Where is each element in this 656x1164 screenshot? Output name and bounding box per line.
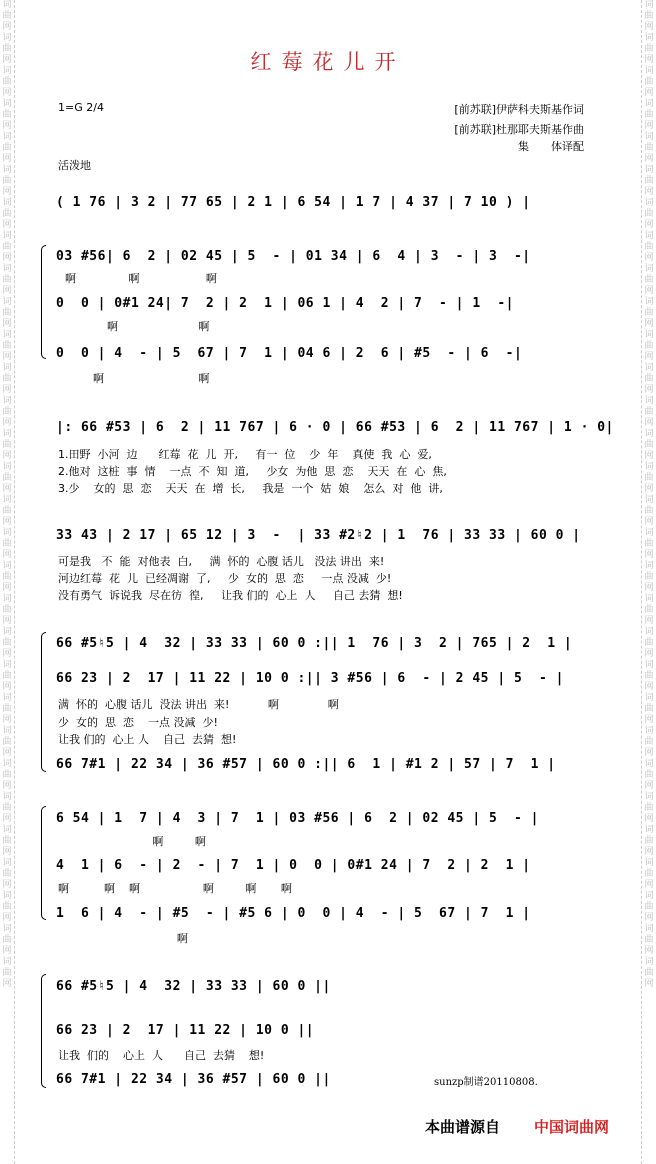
- system4-lyric2: 少 女的 思 恋 一点 没减 少!: [58, 716, 218, 729]
- system-brace: [41, 806, 46, 920]
- verse-lyric1: 1.田野 小河 边 红莓 花 儿 开, 有一 位 少 年 真使 我 心 爱,: [58, 448, 432, 461]
- system5-voice2: 4 1 | 6 - | 2 - | 7 1 | 0 0 | 0#1 24 | 7 2 | 2 1 |: [56, 858, 531, 873]
- source-site-link[interactable]: 中国词曲网: [534, 1118, 610, 1136]
- verse-lyric2: 2.他对 这桩 事 情 一点 不 知 道, 少女 为他 思 恋 天天 在 心 焦,: [58, 465, 447, 478]
- system5-lyric1: 啊 啊: [58, 835, 206, 848]
- system-brace: [41, 974, 46, 1088]
- system6-voice3: 66 7#1 | 22 34 | 36 #57 | 60 0 ||: [56, 1072, 331, 1087]
- system-brace: [41, 632, 46, 772]
- verse2-lyric1: 可是我 不 能 对他表 白, 满 怀的 心腹 话儿 没法 讲出 来!: [58, 555, 385, 568]
- system5-lyric2: 啊 啊 啊 啊 啊 啊: [58, 882, 292, 895]
- system1-lyric2: 啊 啊: [58, 320, 210, 333]
- verse2-lyric2: 河边红莓 花 儿 已经凋谢 了, 少 女的 思 恋 一点 没减 少!: [58, 572, 392, 585]
- system-brace: [41, 245, 46, 359]
- translator-credit: 集 体译配: [518, 140, 584, 153]
- verse2-melody: 33 43 | 2 17 | 65 12 | 3 - | 33 #2♮2 | 1 76 | 33 33 | 60 0 |: [56, 528, 581, 543]
- verse2-lyric3: 没有勇气 诉说我 尽在彷 徨, 让我 们的 心上 人 自己 去猜 想!: [58, 589, 403, 602]
- system6-lyric: 让我 们的 心上 人 自己 去猜 想!: [58, 1049, 265, 1062]
- system1-lyric3: 啊 啊: [58, 372, 210, 385]
- system6-voice1: 66 #5♮5 | 4 32 | 33 33 | 60 0 ||: [56, 979, 331, 994]
- system6-voice2: 66 23 | 2 17 | 11 22 | 10 0 ||: [56, 1023, 315, 1038]
- system4-voice1: 66 #5♮5 | 4 32 | 33 33 | 60 0 :|| 1 76 | 3 2 | 765 | 2 1 |: [56, 636, 573, 651]
- composer-credit: [前苏联]杜那耶夫斯基作曲: [454, 123, 584, 136]
- lyricist-credit: [前苏联]伊萨科夫斯基作词: [454, 103, 584, 116]
- system5-voice3: 1 6 | 4 - | #5 - | #5 6 | 0 0 | 4 - | 5 67 | 7 1 |: [56, 906, 531, 921]
- tempo-marking: 活泼地: [58, 159, 91, 172]
- source-label: 本曲谱源自: [425, 1118, 501, 1136]
- system1-voice2: 0 0 | 0#1 24| 7 2 | 2 1 | 06 1 | 4 2 | 7 - | 1 -|: [56, 296, 514, 311]
- system5-voice1: 6 54 | 1 7 | 4 3 | 7 1 | 03 #56 | 6 2 | 02 45 | 5 - |: [56, 811, 539, 826]
- verse-melody: |: 66 #53 | 6 2 | 11 767 | 6 · 0 | 66 #53 | 6 2 | 11 767 | 1 · 0|: [56, 420, 614, 435]
- system1-lyric1: 啊 啊 啊: [58, 272, 217, 285]
- system4-lyric3: 让我 们的 心上 人 自己 去猜 想!: [58, 733, 237, 746]
- watermark-left: 词曲网词曲网词曲网词曲网词曲网词曲网词曲网词曲网词曲网词曲网词曲网词曲网词曲网词曲网词曲网词曲网词曲网词曲网词曲网词曲网词曲网词曲网词曲网词曲网词曲网词曲网词曲网词曲网词曲网词曲网: [0, 0, 15, 1164]
- engraver-stamp: sunzp制谱20110808.: [434, 1077, 538, 1088]
- system5-lyric3: 啊: [58, 932, 188, 945]
- system4-voice3: 66 7#1 | 22 34 | 36 #57 | 60 0 :|| 6 1 | #1 2 | 57 | 7 1 |: [56, 757, 556, 772]
- verse-lyric3: 3.少 女的 思 恋 天天 在 增 长, 我是 一个 姑 娘 怎么 对 他 讲,: [58, 482, 443, 495]
- system1-voice3: 0 0 | 4 - | 5 67 | 7 1 | 04 6 | 2 6 | #5 - | 6 -|: [56, 346, 523, 361]
- system4-voice2: 66 23 | 2 17 | 11 22 | 10 0 :|| 3 #56 | 6 - | 2 45 | 5 - |: [56, 671, 564, 686]
- key-signature: 1=G 2/4: [58, 101, 104, 114]
- intro-line: ( 1 76 | 3 2 | 77 65 | 2 1 | 6 54 | 1 7 | 4 37 | 7 10 ) |: [56, 195, 531, 210]
- system1-voice1: 03 #56| 6 2 | 02 45 | 5 - | 01 34 | 6 4 | 3 - | 3 -|: [56, 249, 531, 264]
- watermark-right: 词曲网词曲网词曲网词曲网词曲网词曲网词曲网词曲网词曲网词曲网词曲网词曲网词曲网词曲网词曲网词曲网词曲网词曲网词曲网词曲网词曲网词曲网词曲网词曲网词曲网词曲网词曲网词曲网词曲网词曲网: [641, 0, 656, 1164]
- system4-lyric1: 满 怀的 心腹 话儿 没法 讲出 来! 啊 啊: [58, 698, 339, 711]
- song-title: 红莓花儿开: [250, 50, 406, 74]
